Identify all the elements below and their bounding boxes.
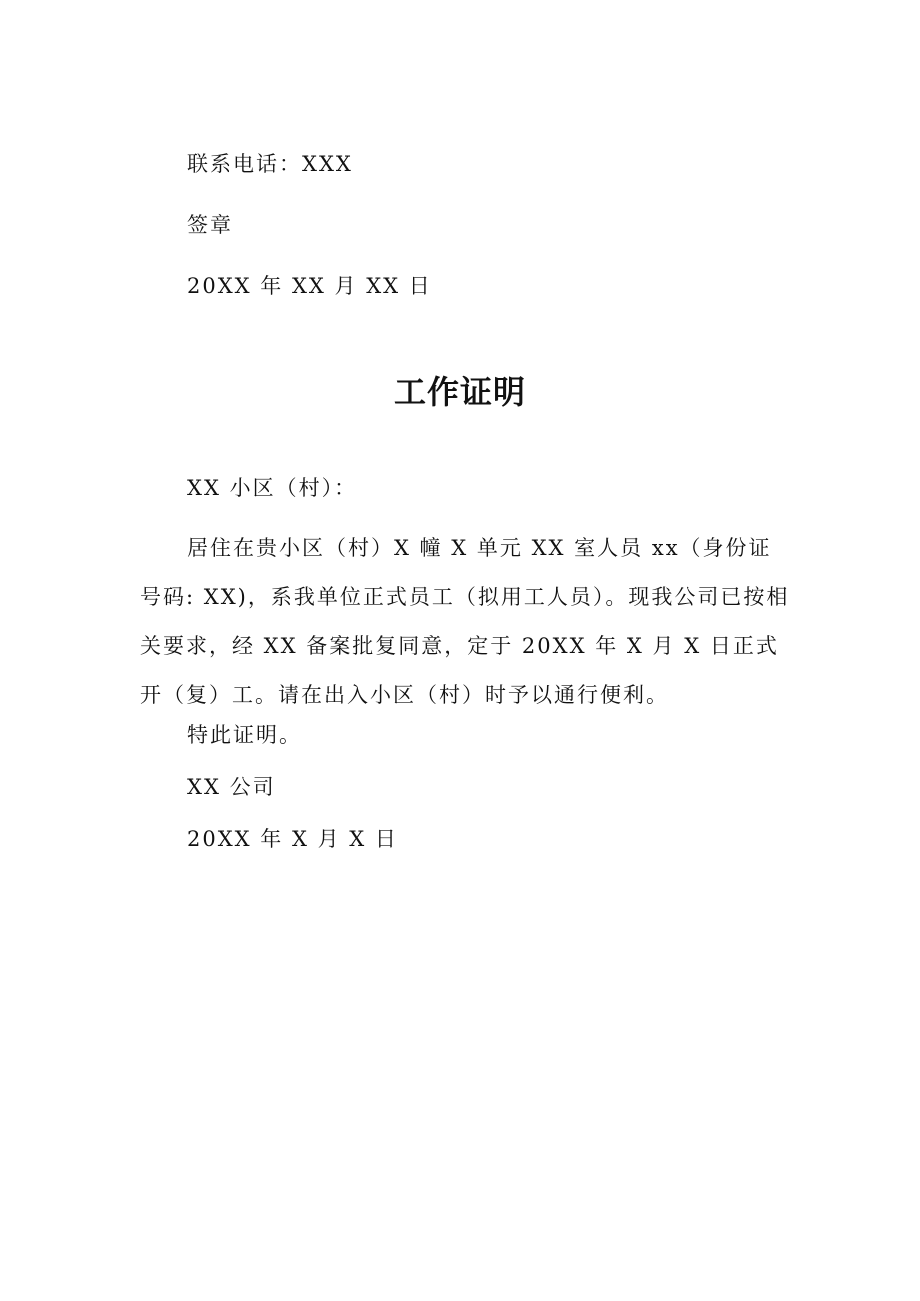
company-line: XX 公司 [187,775,276,799]
salutation-line: XX 小区（村）： [187,476,358,500]
certificate-body-paragraph [140,524,790,720]
contact-phone-line: 联系电话：XXX [187,152,353,176]
header-date-line: 20XX 年 XX 月 XX 日 [187,274,432,298]
certificate-body-text: 居住在贵小区（村）X 幢 X 单元 XX 室人员 xx（身份证号码: XX)，系我单位正式员工（拟用工人员）。现我公司已按相关要求，经 XX 备案批复同意，定于 20XX 年 X 月 X 日正式开（复）工。请在出入小区（村）时予以通行便利。 [140,536,790,707]
signature-line: 签章 [187,213,233,237]
closing-line: 特此证明。 [187,723,302,747]
certificate-date-line: 20XX 年 X 月 X 日 [187,827,398,851]
certificate-title: 工作证明 [393,373,526,411]
